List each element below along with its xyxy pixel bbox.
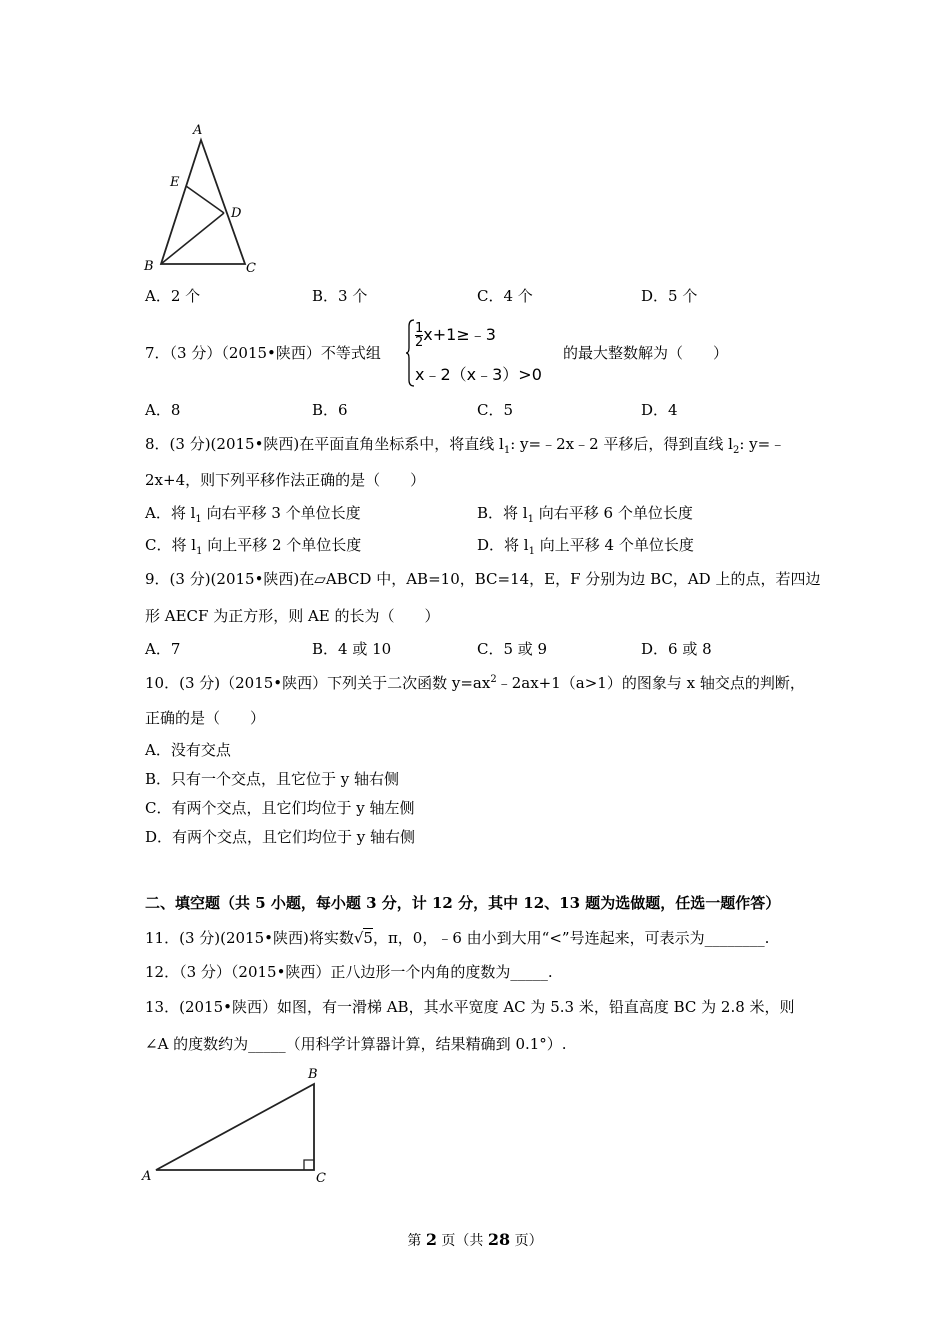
q8-option-d: D．将 $l_1$ 向上平移 4 个单位长度: [477, 536, 694, 557]
q10-option-b: B．只有一个交点，且它位于 y 轴右侧: [145, 770, 400, 788]
q8-line2: 2x+4，则下列平移作法正确的是（ ）: [145, 471, 426, 489]
q13-line2: ∠A 的度数约为_____（用科学计算器计算，结果精确到 0.1°）.: [145, 1035, 567, 1053]
q6-option-c: C．4 个: [477, 287, 533, 305]
q11-radicand: 5: [363, 929, 373, 947]
q9-option-a: A．7: [145, 640, 181, 658]
q7-option-a: A．8: [145, 401, 181, 419]
sqrt-icon: √: [353, 929, 364, 947]
q7-option-d: D．4: [641, 401, 678, 419]
label-C: C: [246, 261, 256, 276]
q9-line1: 9．(3 分)(2015•陕西)在▱ABCD 中，AB=10，BC=14，E，F 分别为边 BC，AD 上的点，若四边: [145, 570, 821, 588]
label-B: B: [308, 1067, 318, 1082]
q7-options: [145, 399, 845, 423]
q8-options-row1: [145, 502, 845, 526]
label-E: E: [170, 175, 180, 190]
q10-line1: 10．(3 分)（2015•陕西）下列关于二次函数 $y=ax^2﹣2ax+1(a>1)$的图象与 x 轴交点的判断，: [145, 674, 805, 692]
label-A: A: [142, 1169, 152, 1184]
q6-option-b: B．3 个: [312, 287, 368, 305]
q8-line1: 8．(3 分)(2015•陕西)在平面直角坐标系中，将直线 $l_1$: y=﹣2x﹣2 平移后，得到直线 $l_2$: y=﹣: [145, 435, 786, 456]
q8-options-row2: [145, 534, 845, 558]
q7-option-b: B．6: [312, 401, 348, 419]
label-C: C: [316, 1171, 326, 1186]
q10-option-c: C．有两个交点，且它们均位于 y 轴左侧: [145, 799, 415, 817]
q7-option-c: C．5: [477, 401, 514, 419]
q6-option-a: A．2 个: [145, 287, 201, 305]
q7-prefix: 7．（3 分）（2015•陕西）不等式组: [145, 344, 381, 362]
q10-option-a: A．没有交点: [145, 741, 231, 759]
q7-fraction: $\frac{1}{2}$: [415, 321, 424, 350]
q8-option-c: C．将 $l_1$ 向上平移 2 个单位长度: [145, 536, 362, 557]
label-D: D: [231, 206, 242, 221]
q6-options: [145, 285, 845, 309]
label-B: B: [144, 259, 154, 274]
q10-line2: 正确的是（ ）: [145, 709, 266, 727]
page-total: 28: [487, 1230, 511, 1249]
q7-inequality-system: [405, 318, 565, 388]
q12: 12．（3 分）（2015•陕西）正八边形一个内角的度数为_____.: [145, 963, 553, 981]
q8-option-a: A．将 $l_1$ 向右平移 3 个单位长度: [145, 504, 361, 525]
q8-option-b: B．将 $l_1$ 向右平移 6 个单位长度: [477, 504, 693, 525]
page-number: 2: [425, 1230, 437, 1249]
q9-line2: 形 AECF 为正方形，则 AE 的长为（ ）: [145, 607, 440, 625]
q10-option-d: D．有两个交点，且它们均位于 y 轴右侧: [145, 828, 416, 846]
triangle-figure-q6: [138, 118, 268, 278]
q7-inequality-1: $\frac{1}{2}$ x+1≥﹣3: [415, 321, 496, 350]
q11: 11．(3 分)(2015•陕西)将实数√5，π，0，﹣6 由小到大用“<”号连起来，可表示为________.: [145, 929, 770, 947]
q9-option-b: B．4 或 10: [312, 640, 392, 658]
q9-option-d: D．6 或 8: [641, 640, 712, 658]
section2-title: 二、填空题（共 5 小题，每小题 3 分，计 12 分，其中 12、13 题为选做题，任选一题作答）: [145, 894, 781, 912]
q9-options: [145, 638, 845, 662]
page-footer: 第 2 页（共 28 页）: [407, 1230, 543, 1249]
q9-option-c: C．5 或 9: [477, 640, 548, 658]
label-A: A: [193, 123, 203, 138]
q7-inequality-2: x﹣2（x﹣3）>0: [415, 365, 542, 384]
brace-icon: [405, 318, 415, 388]
slide-triangle-figure-q13: [138, 1064, 338, 1188]
q6-option-d: D．5 个: [641, 287, 698, 305]
q13-line1: 13．(2015•陕西）如图，有一滑梯 AB，其水平宽度 AC 为 5.3 米，铅直高度 BC 为 2.8 米，则: [145, 998, 795, 1016]
q7-suffix: 的最大整数解为（ ）: [563, 344, 729, 362]
